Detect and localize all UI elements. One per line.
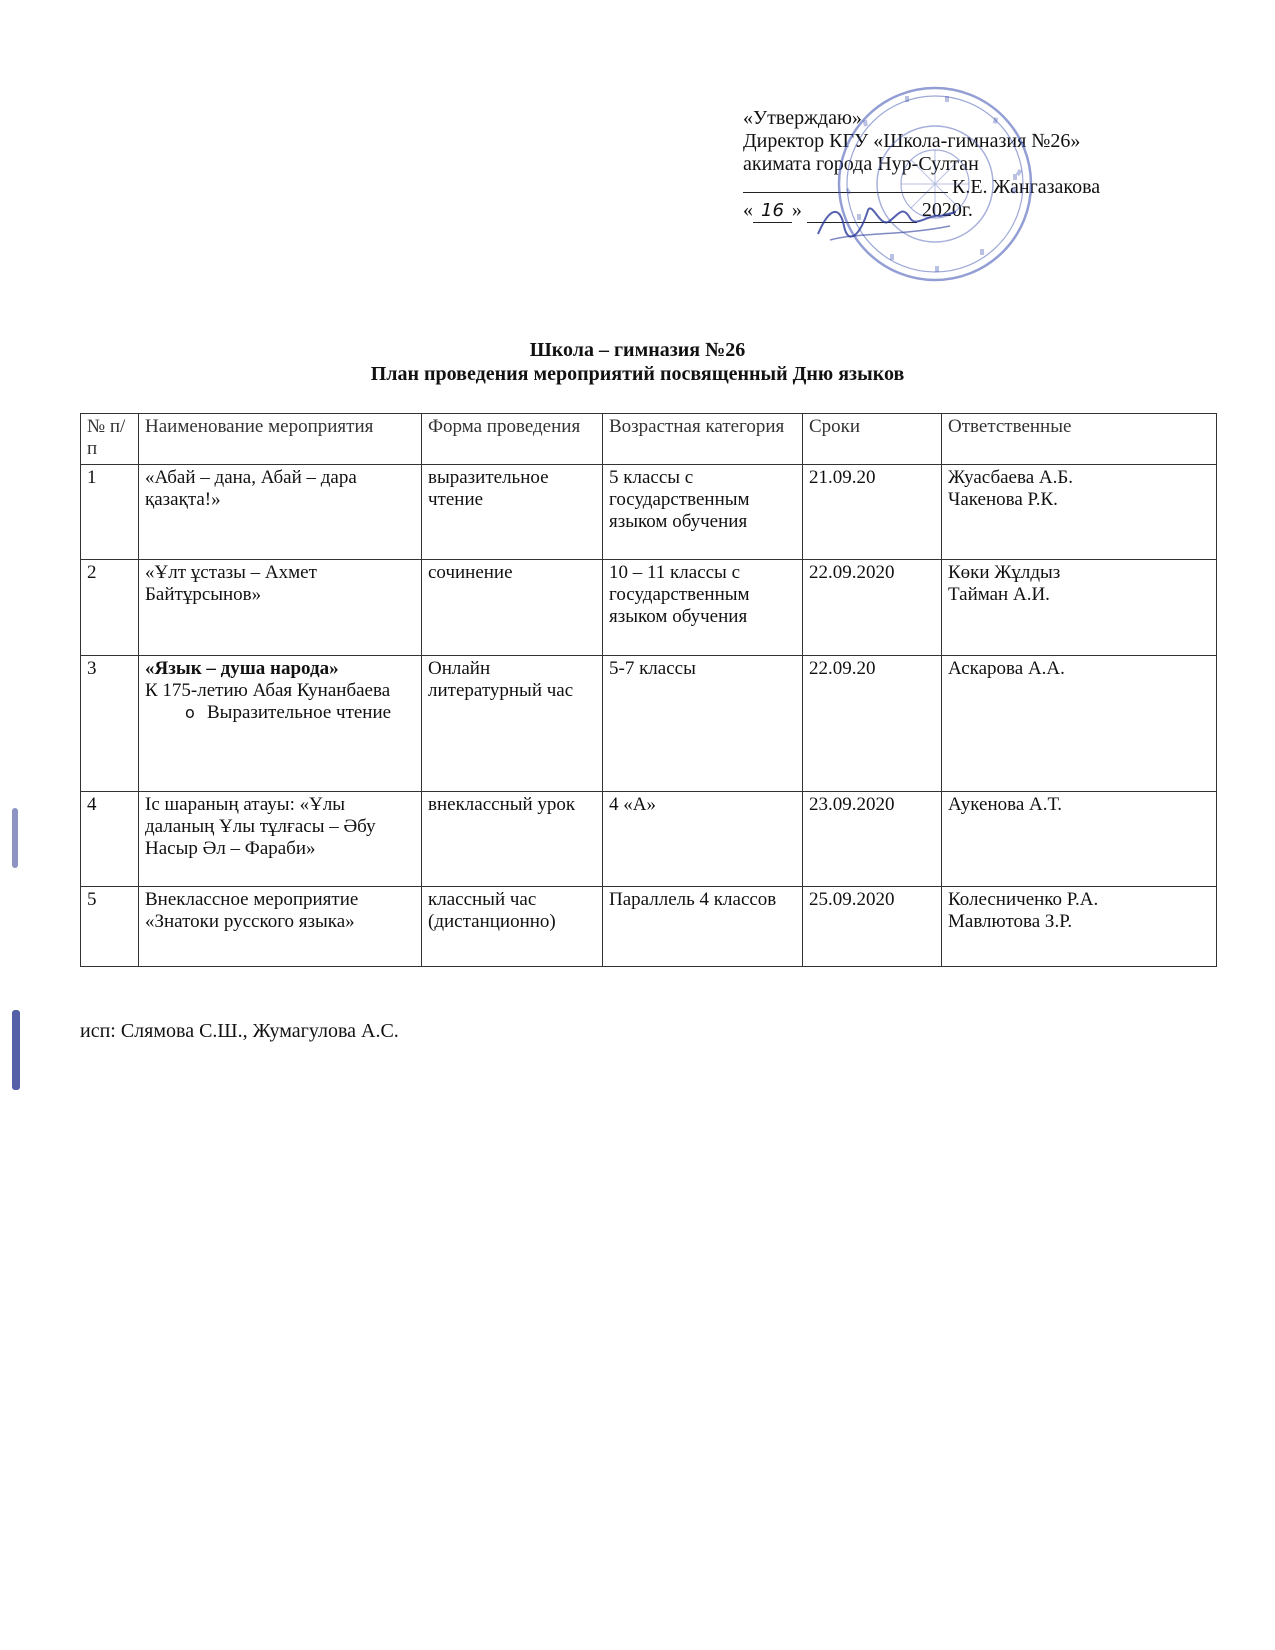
responsible-person: Аукенова А.Т. <box>948 794 1062 815</box>
date-open-quote: « <box>743 199 753 221</box>
row-form: выразительное чтение <box>422 465 603 560</box>
date-day: 16 <box>753 199 792 223</box>
row-form: внеклассный урок <box>422 792 603 887</box>
row-age: 4 «А» <box>603 792 803 887</box>
row-age: 5-7 классы <box>603 656 803 792</box>
row-dates: 25.09.2020 <box>803 887 942 967</box>
table-row <box>81 560 1217 656</box>
responsible-person: Чакенова Р.К. <box>948 489 1058 510</box>
row-dates: 22.09.2020 <box>803 560 942 656</box>
column-header-responsible: Ответственные <box>942 414 1217 465</box>
approval-akimat: акимата города Нур-Султан <box>743 153 979 175</box>
list-item: o Выразительное чтение <box>185 702 417 724</box>
row-num: 3 <box>81 656 139 792</box>
row-age: 10 – 11 классы с государственным языком обучения <box>603 560 803 656</box>
column-header-age: Возрастная категория <box>603 414 803 465</box>
responsible-person: Колесниченко Р.А. <box>948 889 1099 910</box>
row-name: Внеклассное мероприятие «Знатоки русского языка» <box>139 887 422 967</box>
row-age: Параллель 4 классов <box>603 887 803 967</box>
row-form: сочинение <box>422 560 603 656</box>
row-dates: 23.09.2020 <box>803 792 942 887</box>
date-year: 2020г. <box>921 199 973 221</box>
row-responsible <box>942 465 1217 560</box>
column-header-num: № п/п <box>81 414 139 465</box>
responsible-person: Тайман А.И. <box>948 584 1050 605</box>
row-responsible <box>942 792 1217 887</box>
responsible-person: Жуасбаева А.Б. <box>948 467 1074 488</box>
row-responsible <box>942 560 1217 656</box>
event-sub-list <box>145 702 417 724</box>
row-age: 5 классы с государственным языком обучения <box>603 465 803 560</box>
event-subtitle: К 175-летию Абая Кунанбаева <box>145 680 391 701</box>
row-name: Іс шараның атауы: «Ұлы даланың Ұлы тұлғасы – Әбу Насыр Әл – Фараби» <box>139 792 422 887</box>
row-dates: 22.09.20 <box>803 656 942 792</box>
approval-signature-line <box>743 176 1213 199</box>
school-title: Школа – гимназия №26 <box>529 339 746 361</box>
row-responsible <box>942 656 1217 792</box>
table-row <box>81 792 1217 887</box>
approval-block <box>743 107 1213 223</box>
responsible-person: Көки Жұлдыз <box>948 562 1061 583</box>
executors-note: исп: Слямова С.Ш., Жумагулова А.С. <box>80 1020 399 1042</box>
signature-blank <box>743 176 948 193</box>
row-name: «Ұлт ұстазы – Ахмет Байтұрсынов» <box>139 560 422 656</box>
plan-title: План проведения мероприятий посвященный Дню языков <box>370 363 905 385</box>
event-title: «Язык – душа народа» <box>145 658 339 679</box>
approval-date <box>743 199 1213 223</box>
row-num: 1 <box>81 465 139 560</box>
responsible-person: Аскарова А.А. <box>948 658 1065 679</box>
row-name: «Абай – дана, Абай – дара қазақта!» <box>139 465 422 560</box>
approval-title: «Утверждаю» <box>743 107 862 129</box>
column-header-form: Форма проведения <box>422 414 603 465</box>
row-num: 4 <box>81 792 139 887</box>
approval-director: Директор КГУ «Школа-гимназия №26» <box>743 130 1081 152</box>
column-header-dates: Сроки <box>803 414 942 465</box>
table-header-row <box>81 414 1217 465</box>
row-num: 5 <box>81 887 139 967</box>
table-row <box>81 887 1217 967</box>
scan-mark <box>12 1010 20 1090</box>
events-table <box>80 413 1217 967</box>
approval-signer: К.Е. Жангазакова <box>952 176 1101 198</box>
row-responsible <box>942 887 1217 967</box>
table-row <box>81 656 1217 792</box>
row-name <box>139 656 422 792</box>
row-form: Онлайн литературный час <box>422 656 603 792</box>
row-dates: 21.09.20 <box>803 465 942 560</box>
scan-mark <box>12 808 18 868</box>
row-form: классный час (дистанционно) <box>422 887 603 967</box>
responsible-person: Мавлютова З.Р. <box>948 911 1073 932</box>
date-month-blank <box>807 199 917 223</box>
row-num: 2 <box>81 560 139 656</box>
column-header-name: Наименование мероприятия <box>139 414 422 465</box>
table-row <box>81 465 1217 560</box>
date-close-quote: » <box>791 199 802 221</box>
